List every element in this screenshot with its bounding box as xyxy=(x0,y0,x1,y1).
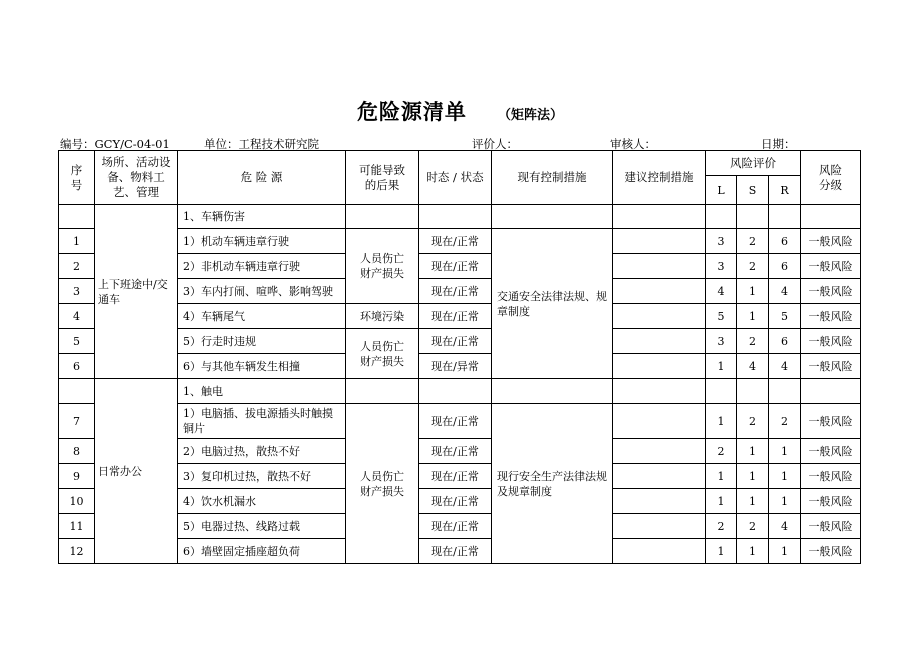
suggested-controls-cell xyxy=(613,254,706,279)
level-cell: 一般风险 xyxy=(801,354,861,379)
suggested-controls-cell xyxy=(613,514,706,539)
empty-cell xyxy=(419,379,492,404)
table-row xyxy=(59,404,861,439)
consequence-cell: 人员伤亡财产损失 xyxy=(346,404,419,564)
hazard-cell: 6）墙壁固定插座超负荷 xyxy=(178,539,346,564)
seq-cell: 2 xyxy=(59,254,95,279)
empty-cell xyxy=(737,205,769,229)
suggested-controls-cell xyxy=(613,354,706,379)
consequence-cell: 人员伤亡财产损失 xyxy=(346,229,419,304)
suggested-controls-cell xyxy=(613,539,706,564)
L-cell: 1 xyxy=(706,354,737,379)
area-cell: 日常办公 xyxy=(95,379,178,564)
category-row xyxy=(59,205,861,229)
status-cell: 现在/正常 xyxy=(419,439,492,464)
hazard-cell: 6）与其他车辆发生相撞 xyxy=(178,354,346,379)
empty-cell xyxy=(613,205,706,229)
hazard-cell: 1）机动车辆违章行驶 xyxy=(178,229,346,254)
suggested-controls-cell xyxy=(613,439,706,464)
table-row xyxy=(59,354,861,379)
status-cell: 现在/正常 xyxy=(419,229,492,254)
L-cell: 4 xyxy=(706,279,737,304)
header-S: S xyxy=(737,176,769,205)
seq-cell: 5 xyxy=(59,329,95,354)
S-cell: 1 xyxy=(737,489,769,514)
seq-cell: 6 xyxy=(59,354,95,379)
R-cell: 2 xyxy=(769,404,801,439)
level-cell: 一般风险 xyxy=(801,329,861,354)
seq-cell: 1 xyxy=(59,229,95,254)
header-area: 场所、活动设备、物料工艺、管理 xyxy=(95,151,178,205)
R-cell: 1 xyxy=(769,464,801,489)
suggested-controls-cell xyxy=(613,404,706,439)
hazard-table xyxy=(58,150,861,564)
status-cell: 现在/正常 xyxy=(419,329,492,354)
status-cell: 现在/正常 xyxy=(419,254,492,279)
L-cell: 2 xyxy=(706,439,737,464)
table-row xyxy=(59,254,861,279)
header-consequence: 可能导致的后果 xyxy=(346,151,419,205)
status-cell: 现在/正常 xyxy=(419,514,492,539)
empty-cell xyxy=(492,205,613,229)
evaluator-label: 评价人： xyxy=(472,137,518,151)
existing-controls-cell: 现行安全生产法律法规及规章制度 xyxy=(492,404,613,564)
seq-cell: 4 xyxy=(59,304,95,329)
S-cell: 1 xyxy=(737,464,769,489)
L-cell: 1 xyxy=(706,489,737,514)
seq-cell xyxy=(59,379,95,404)
header-risk-eval: 风险评价 xyxy=(706,151,801,176)
empty-cell xyxy=(801,379,861,404)
seq-cell: 8 xyxy=(59,439,95,464)
level-cell: 一般风险 xyxy=(801,404,861,439)
area-cell: 上下班途中/交通车 xyxy=(95,205,178,379)
existing-controls-cell: 交通安全法律法规、规章制度 xyxy=(492,229,613,379)
S-cell: 2 xyxy=(737,329,769,354)
empty-cell xyxy=(769,205,801,229)
level-cell: 一般风险 xyxy=(801,514,861,539)
R-cell: 6 xyxy=(769,254,801,279)
header-L: L xyxy=(706,176,737,205)
R-cell: 6 xyxy=(769,329,801,354)
level-cell: 一般风险 xyxy=(801,439,861,464)
suggested-controls-cell xyxy=(613,329,706,354)
S-cell: 2 xyxy=(737,254,769,279)
doc-unit: 单位：工程技术研究院 xyxy=(204,137,319,151)
empty-cell xyxy=(492,379,613,404)
level-cell: 一般风险 xyxy=(801,279,861,304)
date-label: 日期： xyxy=(761,137,796,151)
R-cell: 4 xyxy=(769,279,801,304)
R-cell: 1 xyxy=(769,489,801,514)
L-cell: 3 xyxy=(706,329,737,354)
R-cell: 1 xyxy=(769,539,801,564)
R-cell: 5 xyxy=(769,304,801,329)
L-cell: 1 xyxy=(706,539,737,564)
R-cell: 6 xyxy=(769,229,801,254)
header-risk-level: 风险分级 xyxy=(801,151,861,205)
status-cell: 现在/正常 xyxy=(419,404,492,439)
page-subtitle: （矩阵法） xyxy=(498,108,564,123)
header-status: 时态 / 状态 xyxy=(419,151,492,205)
table-row xyxy=(59,439,861,464)
hazard-cell: 4）车辆尾气 xyxy=(178,304,346,329)
header-R: R xyxy=(769,176,801,205)
S-cell: 1 xyxy=(737,539,769,564)
hazard-cell: 1）电脑插、拔电源插头时触摸铜片 xyxy=(178,404,346,439)
level-cell: 一般风险 xyxy=(801,539,861,564)
L-cell: 2 xyxy=(706,514,737,539)
status-cell: 现在/异常 xyxy=(419,354,492,379)
table-row xyxy=(59,539,861,564)
status-cell: 现在/正常 xyxy=(419,304,492,329)
S-cell: 1 xyxy=(737,304,769,329)
level-cell: 一般风险 xyxy=(801,304,861,329)
status-cell: 现在/正常 xyxy=(419,279,492,304)
empty-cell xyxy=(346,379,419,404)
status-cell: 现在/正常 xyxy=(419,464,492,489)
status-cell: 现在/正常 xyxy=(419,539,492,564)
category-cell: 1、车辆伤害 xyxy=(178,205,346,229)
empty-cell xyxy=(419,205,492,229)
header-seq: 序号 xyxy=(59,151,95,205)
S-cell: 2 xyxy=(737,514,769,539)
page-title-block xyxy=(0,96,920,126)
seq-cell: 11 xyxy=(59,514,95,539)
empty-cell xyxy=(613,379,706,404)
seq-cell: 3 xyxy=(59,279,95,304)
empty-cell xyxy=(706,205,737,229)
suggested-controls-cell xyxy=(613,279,706,304)
empty-cell xyxy=(769,379,801,404)
table-row xyxy=(59,279,861,304)
consequence-cell: 环境污染 xyxy=(346,304,419,329)
L-cell: 3 xyxy=(706,229,737,254)
L-cell: 5 xyxy=(706,304,737,329)
empty-cell xyxy=(706,379,737,404)
R-cell: 4 xyxy=(769,354,801,379)
header-suggested-controls: 建议控制措施 xyxy=(613,151,706,205)
seq-cell: 7 xyxy=(59,404,95,439)
consequence-cell: 人员伤亡财产损失 xyxy=(346,329,419,379)
doc-code: 编号：GCY/C-04-01 xyxy=(60,137,170,151)
table-row xyxy=(59,229,861,254)
reviewer-label: 审核人： xyxy=(610,137,656,151)
L-cell: 1 xyxy=(706,404,737,439)
empty-cell xyxy=(737,379,769,404)
level-cell: 一般风险 xyxy=(801,229,861,254)
hazard-cell: 3）复印机过热，散热不好 xyxy=(178,464,346,489)
hazard-cell: 5）电器过热、线路过载 xyxy=(178,514,346,539)
header-hazard: 危 险 源 xyxy=(178,151,346,205)
R-cell: 4 xyxy=(769,514,801,539)
L-cell: 1 xyxy=(706,464,737,489)
suggested-controls-cell xyxy=(613,304,706,329)
level-cell: 一般风险 xyxy=(801,489,861,514)
table-row xyxy=(59,464,861,489)
header-existing-controls: 现有控制措施 xyxy=(492,151,613,205)
hazard-cell: 3）车内打闹、喧哗、影响驾驶 xyxy=(178,279,346,304)
category-cell: 1、触电 xyxy=(178,379,346,404)
seq-cell xyxy=(59,205,95,229)
S-cell: 2 xyxy=(737,404,769,439)
R-cell: 1 xyxy=(769,439,801,464)
seq-cell: 12 xyxy=(59,539,95,564)
S-cell: 1 xyxy=(737,439,769,464)
table-row xyxy=(59,304,861,329)
hazard-cell: 2）非机动车辆违章行驶 xyxy=(178,254,346,279)
hazard-cell: 2）电脑过热，散热不好 xyxy=(178,439,346,464)
status-cell: 现在/正常 xyxy=(419,489,492,514)
table-row xyxy=(59,329,861,354)
suggested-controls-cell xyxy=(613,229,706,254)
empty-cell xyxy=(801,205,861,229)
header-row-1 xyxy=(59,151,861,176)
level-cell: 一般风险 xyxy=(801,254,861,279)
suggested-controls-cell xyxy=(613,489,706,514)
seq-cell: 10 xyxy=(59,489,95,514)
hazard-cell: 4）饮水机漏水 xyxy=(178,489,346,514)
table-row xyxy=(59,489,861,514)
S-cell: 1 xyxy=(737,279,769,304)
suggested-controls-cell xyxy=(613,464,706,489)
S-cell: 4 xyxy=(737,354,769,379)
page-title: 危险源清单 xyxy=(356,100,467,124)
S-cell: 2 xyxy=(737,229,769,254)
seq-cell: 9 xyxy=(59,464,95,489)
empty-cell xyxy=(346,205,419,229)
hazard-cell: 5）行走时违规 xyxy=(178,329,346,354)
L-cell: 3 xyxy=(706,254,737,279)
level-cell: 一般风险 xyxy=(801,464,861,489)
category-row xyxy=(59,379,861,404)
table-row xyxy=(59,514,861,539)
